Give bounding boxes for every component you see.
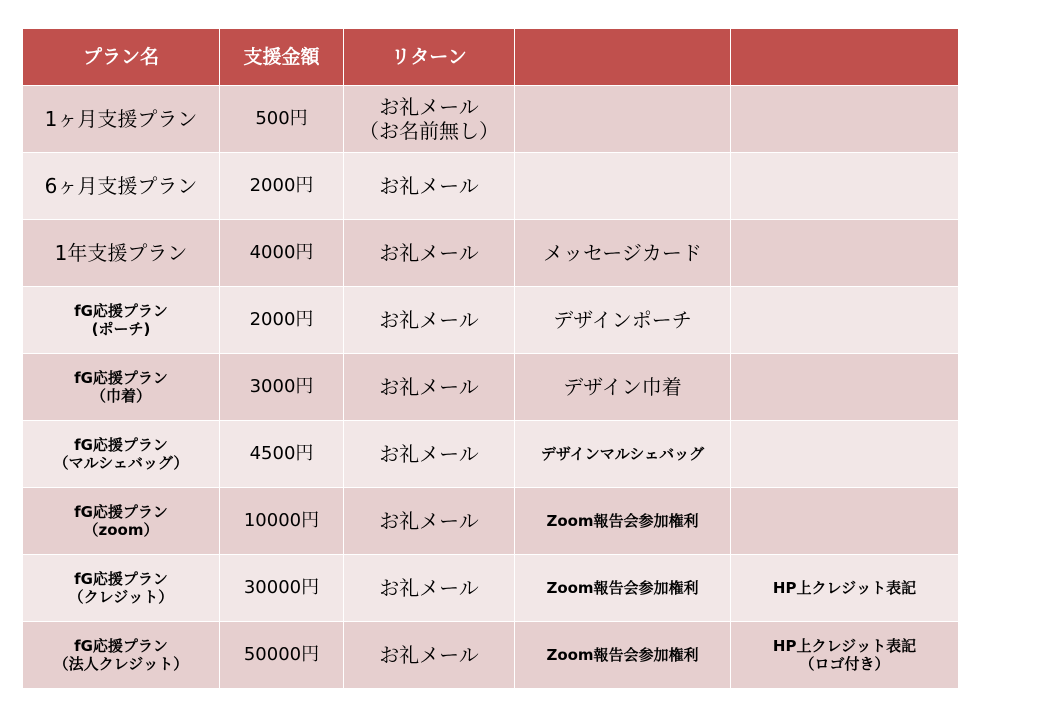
plan-name-cell-line: （マルシェバッグ）	[53, 454, 189, 472]
plan-name-cell	[23, 153, 220, 220]
return-cell	[344, 220, 515, 287]
plan-name-cell-line: (ポーチ)	[91, 320, 151, 338]
amount-value: 2000円	[249, 175, 314, 197]
plan-name-cell-line: fG応援プラン	[74, 637, 168, 655]
amount-value: 4000円	[249, 242, 314, 264]
amount-value: 3000円	[249, 376, 314, 398]
return-credit-cell	[731, 86, 959, 153]
return-cell-line: お礼メール	[379, 174, 479, 198]
amount-value: 10000円	[243, 510, 320, 532]
return-credit-cell	[731, 153, 959, 220]
amount-cell	[220, 86, 344, 153]
plan-name-cell-line: （クレジット）	[68, 588, 174, 606]
return-extra-cell-line: デザインマルシェバッグ	[540, 445, 705, 463]
header-blank-1	[515, 29, 731, 86]
return-credit-cell	[731, 488, 959, 555]
plan-name-cell	[23, 622, 220, 689]
amount-value: 30000円	[243, 577, 320, 599]
plan-name-cell-line: （巾着）	[90, 387, 151, 405]
plan-name-cell-line: 6ヶ月支援プラン	[44, 174, 198, 198]
amount-cell	[220, 421, 344, 488]
return-credit-cell-line: （ロゴ付き）	[799, 655, 890, 673]
plan-name-cell-line: fG応援プラン	[74, 302, 168, 320]
plan-name-cell	[23, 86, 220, 153]
return-extra-cell	[515, 622, 731, 689]
amount-value: 4500円	[249, 443, 314, 465]
plan-name-cell-line: （zoom）	[83, 521, 159, 539]
header-amount: 支援金額	[220, 29, 344, 86]
plan-name-cell-line: （法人クレジット）	[53, 655, 189, 673]
plan-name-cell-line: 1ヶ月支援プラン	[44, 107, 198, 131]
return-credit-cell	[731, 287, 959, 354]
header-row	[23, 29, 959, 86]
amount-cell	[220, 220, 344, 287]
plan-name-cell	[23, 421, 220, 488]
plan-name-cell	[23, 287, 220, 354]
amount-value: 50000円	[243, 644, 320, 666]
header-return: リターン	[344, 29, 515, 86]
return-cell	[344, 622, 515, 689]
return-credit-cell-line: HP上クレジット表記	[772, 637, 917, 655]
return-extra-cell	[515, 287, 731, 354]
plan-name-cell-line: fG応援プラン	[74, 570, 168, 588]
amount-cell	[220, 488, 344, 555]
table-row	[23, 622, 959, 689]
plan-name-cell-line: fG応援プラン	[74, 503, 168, 521]
return-extra-cell	[515, 153, 731, 220]
plan-name-cell	[23, 488, 220, 555]
return-cell	[344, 354, 515, 421]
return-cell-line: お礼メール	[379, 308, 479, 332]
support-plan-table	[22, 28, 959, 689]
header-plan-name: プラン名	[23, 29, 220, 86]
amount-cell	[220, 153, 344, 220]
amount-cell	[220, 622, 344, 689]
return-cell	[344, 488, 515, 555]
table-row	[23, 555, 959, 622]
plan-name-cell-line: 1年支援プラン	[54, 241, 188, 265]
return-credit-cell-line: HP上クレジット表記	[772, 579, 917, 597]
plan-name-cell-line: fG応援プラン	[74, 436, 168, 454]
plan-name-cell	[23, 354, 220, 421]
return-cell-line: お礼メール	[379, 375, 479, 399]
return-extra-cell	[515, 220, 731, 287]
table-row	[23, 86, 959, 153]
plan-name-cell	[23, 220, 220, 287]
return-extra-cell-line: Zoom報告会参加権利	[546, 512, 699, 530]
return-cell	[344, 86, 515, 153]
amount-value: 2000円	[249, 309, 314, 331]
table-row	[23, 220, 959, 287]
return-cell	[344, 421, 515, 488]
return-credit-cell	[731, 220, 959, 287]
return-extra-cell	[515, 86, 731, 153]
return-extra-cell	[515, 555, 731, 622]
return-credit-cell	[731, 622, 959, 689]
table-row	[23, 153, 959, 220]
table-body	[23, 86, 959, 689]
return-extra-cell-line: Zoom報告会参加権利	[546, 579, 699, 597]
return-cell-line: （お名前無し）	[359, 119, 499, 143]
return-credit-cell	[731, 354, 959, 421]
return-credit-cell	[731, 555, 959, 622]
table-row	[23, 287, 959, 354]
return-cell-line: お礼メール	[379, 643, 479, 667]
return-extra-cell-line: デザインポーチ	[553, 308, 692, 332]
return-extra-cell	[515, 488, 731, 555]
return-credit-cell	[731, 421, 959, 488]
return-cell-line: お礼メール	[379, 576, 479, 600]
header-blank-2	[731, 29, 959, 86]
return-extra-cell-line: メッセージカード	[543, 241, 702, 265]
return-extra-cell	[515, 354, 731, 421]
plan-name-cell-line: fG応援プラン	[74, 369, 168, 387]
return-cell	[344, 153, 515, 220]
amount-cell	[220, 354, 344, 421]
amount-cell	[220, 287, 344, 354]
table-row	[23, 488, 959, 555]
return-extra-cell-line: Zoom報告会参加権利	[546, 646, 699, 664]
return-cell-line: お礼メール	[379, 442, 479, 466]
return-cell	[344, 555, 515, 622]
return-extra-cell-line: デザイン巾着	[563, 375, 682, 399]
table-row	[23, 421, 959, 488]
amount-cell	[220, 555, 344, 622]
amount-value: 500円	[255, 108, 308, 130]
return-cell-line: お礼メール	[379, 509, 479, 533]
plan-name-cell	[23, 555, 220, 622]
return-cell-line: お礼メール	[379, 241, 479, 265]
table-row	[23, 354, 959, 421]
return-cell	[344, 287, 515, 354]
return-cell-line: お礼メール	[379, 95, 479, 119]
return-extra-cell	[515, 421, 731, 488]
